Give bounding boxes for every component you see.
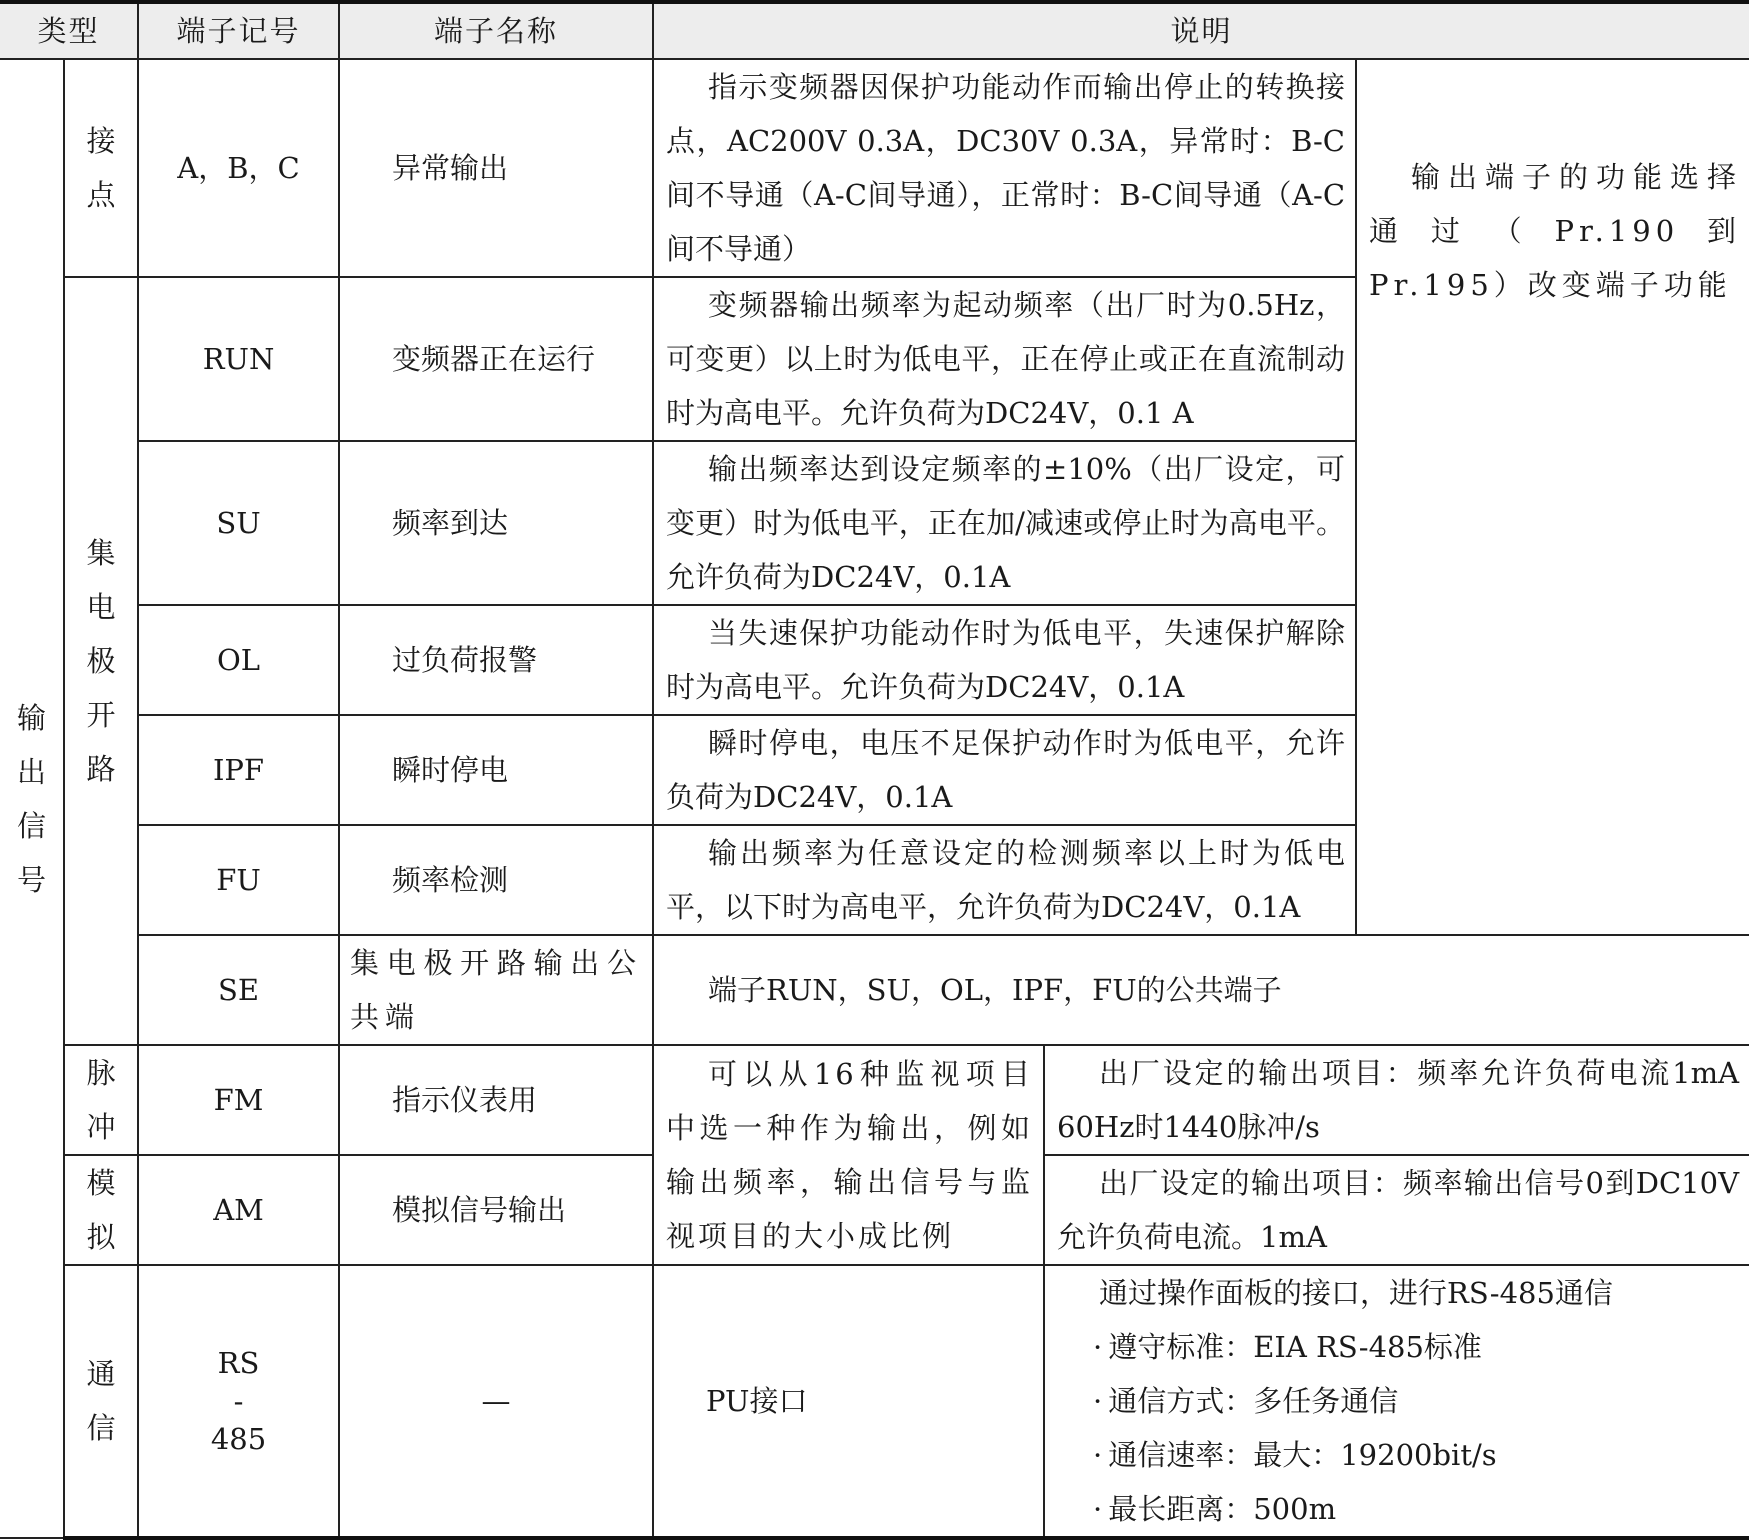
terminal-symbol: — bbox=[339, 1265, 653, 1538]
monitor-note: 可以从16种监视项目中选一种作为输出，例如输出频率，输出信号与监视项目的大小成比例 bbox=[653, 1045, 1044, 1265]
terminal-desc: 变频器输出频率为起动频率（出厂时为0.5Hz，可变更）以上时为低电平，正在停止或正在直流制动时为高电平。允许负荷为DC24V，0.1 A bbox=[653, 277, 1356, 441]
terminal-symbol: A，B，C bbox=[138, 59, 339, 277]
terminal-symbol: FU bbox=[138, 825, 339, 935]
terminal-symbol: IPF bbox=[138, 715, 339, 825]
terminal-name: PU接口 bbox=[653, 1265, 1044, 1538]
terminal-symbol: OL bbox=[138, 605, 339, 715]
group-rs485: RS - 485 bbox=[138, 1265, 339, 1538]
header-type: 类型 bbox=[0, 2, 138, 59]
terminal-name: 过负荷报警 bbox=[339, 605, 653, 715]
list-item: · 通信速率：最大：19200bit/s bbox=[1093, 1438, 1497, 1472]
row-abc bbox=[0, 59, 1749, 277]
group-pulse: 脉 冲 bbox=[64, 1045, 138, 1155]
terminal-symbol: RUN bbox=[138, 277, 339, 441]
header-name: 端子名称 bbox=[339, 2, 653, 59]
terminal-name: 模拟信号输出 bbox=[339, 1155, 653, 1265]
list-item: · 遵守标准：EIA RS-485标准 bbox=[1093, 1330, 1482, 1364]
header-symbol: 端子记号 bbox=[138, 2, 339, 59]
row-se bbox=[0, 935, 1749, 1045]
terminal-name: 异常输出 bbox=[339, 59, 653, 277]
terminal-desc: 当失速保护功能动作时为低电平，失速保护解除时为高电平。允许负荷为DC24V，0.1A bbox=[653, 605, 1356, 715]
terminal-name: 指示仪表用 bbox=[339, 1045, 653, 1155]
terminal-symbol: AM bbox=[138, 1155, 339, 1265]
output-function-note: 输出端子的功能选择通过（Pr.190到Pr.195）改变端子功能 bbox=[1356, 59, 1749, 935]
group-contact: 接 点 bbox=[64, 59, 138, 277]
terminal-desc: 出厂设定的输出项目：频率允许负荷电流1mA 60Hz时1440脉冲/s bbox=[1044, 1045, 1749, 1155]
header-desc: 说明 bbox=[653, 2, 1749, 59]
group-analog: 模 拟 bbox=[64, 1155, 138, 1265]
terminal-symbol: SE bbox=[138, 935, 339, 1045]
terminal-desc: 输出频率达到设定频率的±10%（出厂设定，可变更）时为低电平，正在加/减速或停止时为高电平。允许负荷为DC24V，0.1A bbox=[653, 441, 1356, 605]
terminal-name: 瞬时停电 bbox=[339, 715, 653, 825]
terminal-desc: 出厂设定的输出项目：频率输出信号0到DC10V允许负荷电流。1mA bbox=[1044, 1155, 1749, 1265]
terminal-name: 频率检测 bbox=[339, 825, 653, 935]
list-item: · 最长距离：500m bbox=[1093, 1492, 1337, 1526]
terminal-name: 频率到达 bbox=[339, 441, 653, 605]
terminal-name: 集电极开路输出公共端 bbox=[339, 935, 653, 1045]
terminal-desc: 通过操作面板的接口，进行RS-485通信 · 遵守标准：EIA RS-485标准 · 通信方式：多任务通信 · 通信速率：最大：19200bit/s · 最长距离：500m bbox=[1044, 1265, 1749, 1538]
terminal-desc: 瞬时停电，电压不足保护动作时为低电平，允许负荷为DC24V，0.1A bbox=[653, 715, 1356, 825]
row-fm bbox=[0, 1045, 1749, 1155]
terminal-desc: 输出频率为任意设定的检测频率以上时为低电平，以下时为高电平，允许负荷为DC24V，0.1A bbox=[653, 825, 1356, 935]
group-comm: 通 信 bbox=[64, 1265, 138, 1538]
terminal-symbol: FM bbox=[138, 1045, 339, 1155]
group-open-collector: 集 电 极 开 路 bbox=[64, 277, 138, 1045]
terminal-name: 变频器正在运行 bbox=[339, 277, 653, 441]
terminal-symbol: SU bbox=[138, 441, 339, 605]
header-row bbox=[0, 2, 1749, 59]
terminal-desc: 端子RUN，SU，OL，IPF，FU的公共端子 bbox=[653, 935, 1749, 1045]
row-rs485 bbox=[0, 1265, 1749, 1538]
group-output-signal: 输 出 信 号 bbox=[0, 59, 64, 1538]
list-item: · 通信方式：多任务通信 bbox=[1093, 1384, 1399, 1418]
terminal-desc: 指示变频器因保护功能动作而输出停止的转换接点，AC200V 0.3A，DC30V 0.3A，异常时：B-C间不导通（A-C间导通），正常时：B-C间导通（A-C间不导通） bbox=[653, 59, 1356, 277]
